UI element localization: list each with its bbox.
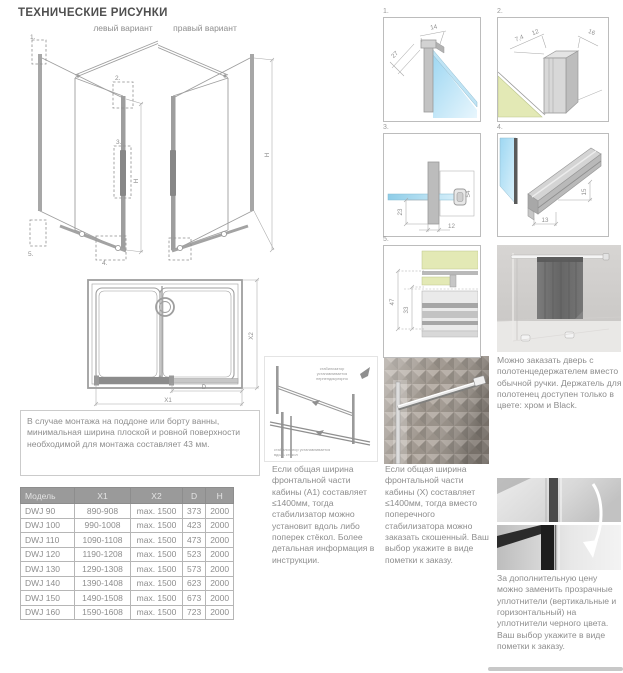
models-table [20,487,234,620]
cell-d: 723 [183,605,206,620]
profile-front [544,58,566,113]
table-row [21,576,234,591]
roller [115,245,120,250]
glass-lower [422,277,452,285]
cell-x1: 1390-1408 [75,576,131,591]
cell-h: 2000 [206,591,234,606]
cell-h: 2000 [206,504,234,519]
glass-edge [352,394,355,444]
col-header-x2: X2 [131,488,183,504]
detail-2-dim-12: 12 [530,28,540,38]
detail-2-box [497,17,609,122]
cell-h: 2000 [206,576,234,591]
cell-d: 673 [183,591,206,606]
detail-4-box [497,133,609,237]
detail-3-dim-12: 12 [448,223,455,230]
cell-model: DWJ 90 [21,504,75,519]
page-title: ТЕХНИЧЕСКИЕ РИСУНКИ [18,7,168,19]
stab-label-top-3: перпендикулярно [316,376,348,381]
detail-3-number: 3. [383,124,389,131]
table-row [21,504,234,519]
left-variant-drawing [22,34,162,266]
cell-x2: max. 1500 [131,576,183,591]
cell-d: 473 [183,533,206,548]
dim-x1: X1 [164,397,172,404]
enclosure-outline [88,280,242,388]
detail-2-drawing [498,18,606,119]
detail-5-number: 5. [383,236,389,243]
stabilizer-options-diagram [264,356,378,462]
cell-h: 2000 [206,533,234,548]
mounting-note-text: В случае монтажа на поддоне или борту ванны, минимальная ширина плоской и ровной поверхности необходимой для монтажа составляет 43 мм. [27,416,241,449]
glass-panel [500,138,516,204]
table-row [21,605,234,620]
profile-cap [421,40,436,48]
glass-edge [276,366,279,414]
seals-photo [497,478,621,570]
wall-profile [38,54,42,211]
detail-1-drawing [384,18,478,119]
cell-d: 573 [183,562,206,577]
glass-edge-profile [396,382,400,464]
detail-3-dim-54: 54 [465,190,472,198]
cell-x2: max. 1500 [131,518,183,533]
cell-h: 2000 [206,547,234,562]
table-row [21,547,234,562]
cell-h: 2000 [206,605,234,620]
callout-label-1: 1. [30,34,36,41]
table-row [21,518,234,533]
fixed-glass-panel [96,288,160,380]
detail-3-dim-23: 23 [397,208,404,216]
paragraph-stabilizer-a1: Если общая ширина фронтальной части кабины (A1) составляет ≤1400мм, тогда стабилизатор можно установит вдоль либо поперек стёкол. Более детальная информация в инструкции. [272,464,375,565]
mounting-note-box [20,410,260,476]
cell-x1: 1090-1108 [75,533,131,548]
detail-4-dim-15: 15 [581,188,588,196]
seal-cap [450,275,456,287]
detail-5-drawing [384,246,478,355]
cell-d: 373 [183,504,206,519]
detail-1-dim-27: 27 [390,49,400,60]
cell-model: DWJ 100 [21,518,75,533]
callout-label-4: 4. [102,260,108,266]
rail-bracket [603,254,609,261]
detail-4-dim-13: 13 [541,217,549,224]
cell-x2: max. 1500 [131,504,183,519]
floor [497,321,621,352]
right-variant-label: правый вариант [173,23,237,33]
stab-label-bottom-1: стабилизатор устанавливается [274,447,331,452]
detail-5-box [383,245,481,358]
bottom-rail [172,226,248,251]
detail-2-number: 2. [497,8,503,15]
detail-4-number: 4. [497,124,503,131]
detail-1-number: 1. [383,8,389,15]
glass-panel [388,194,456,200]
table-row [21,533,234,548]
paragraph-black-seals: За дополнительную цену можно заменить прозрачные уплотнители (вертикальные и горизонтальный) на уплотнители черного цвета. Ваш выбор укажите в виде пометки к заказу. [497,573,617,652]
cell-model: DWJ 140 [21,576,75,591]
roller [177,245,182,250]
handle-profile [428,162,439,224]
cell-x1: 890-908 [75,504,131,519]
cell-model: DWJ 130 [21,562,75,577]
table-header-row [21,488,234,504]
detail-5-dim-47: 47 [389,298,396,306]
detail-5-dim-33: 33 [403,306,410,314]
cell-x2: max. 1500 [131,562,183,577]
detail-2-dim-16: 16 [587,28,597,38]
detail-2-dim-7-4: 7,4 [514,33,525,44]
callout-label-2: 2. [115,75,121,82]
handle-knob [156,298,174,316]
col-header-model: Модель [21,488,75,504]
detail-3-drawing [384,134,478,234]
cell-h: 2000 [206,518,234,533]
cell-x1: 1290-1308 [75,562,131,577]
left-variant-label: левый вариант [93,23,153,33]
cell-x1: 1490-1508 [75,591,131,606]
door-glass-panel [160,288,234,380]
cell-x1: 990-1008 [75,518,131,533]
cell-x2: max. 1500 [131,547,183,562]
cell-d: 523 [183,547,206,562]
wall-profile [250,54,254,211]
paragraph-towel-holder: Можно заказать дверь с полотенцедержателем вместо обычной ручки. Держатель для полотенец доступен только в цвете: хром и Black. [497,355,622,411]
callout-label-3: 3. [116,139,122,146]
callout-label-5: 5. [28,251,34,258]
cell-x2: max. 1500 [131,605,183,620]
dim-h-right: H [264,152,271,158]
cell-x2: max. 1500 [131,533,183,548]
detail-1-dim-14: 14 [429,23,438,32]
profile-strip [422,271,478,275]
wall-profile [424,46,433,112]
right-variant-drawing [158,34,286,266]
roller [221,231,226,236]
cell-x1: 1590-1608 [75,605,131,620]
detail-3-box [383,133,481,237]
plan-view-drawing [56,262,268,410]
cell-d: 423 [183,518,206,533]
profile-side [566,51,578,113]
dim-h-left: H [133,178,140,184]
glass-seal [514,138,518,204]
col-header-d: D [183,488,206,504]
paragraph-stabilizer-x: Если общая ширина фронтальной части кабины (X) составляет ≤1400мм, тогда вместо поперечного стабилизатора можно заказать скошенный. Ваш выбор укажите в виде пометки к заказу. [385,464,489,565]
stab-label-top-1: стабилизатор [319,366,345,371]
table-row [21,591,234,606]
callout-box-5 [30,220,46,246]
col-header-h: H [206,488,234,504]
glass-panel [422,251,478,269]
cell-h: 2000 [206,562,234,577]
towel-holder-photo [497,245,621,352]
dim-d: D [201,384,207,391]
detail-4-drawing [498,134,606,234]
black-seal-strip [541,525,554,570]
door-handle [170,150,176,196]
cell-model: DWJ 110 [21,533,75,548]
door-bottom-bar [96,377,172,384]
dim-x2: X2 [248,332,255,340]
cell-d: 623 [183,576,206,591]
seal-strip-dark [549,478,558,522]
stabilizer-photo [384,356,489,464]
roller [79,231,84,236]
cell-model: DWJ 160 [21,605,75,620]
stab-label-bottom-2: вдоль стёкол [274,452,298,457]
glass-panel [498,76,542,117]
cell-model: DWJ 120 [21,547,75,562]
stab-label-top-2: устанавливается [316,371,348,376]
col-header-x1: X1 [75,488,131,504]
table-row [21,562,234,577]
glass-panel [433,54,477,118]
cell-x1: 1190-1208 [75,547,131,562]
horizontal-scrollbar[interactable] [488,667,623,671]
cell-x2: max. 1500 [131,591,183,606]
detail-1-box [383,17,481,122]
cell-model: DWJ 150 [21,591,75,606]
glass-clamp [565,332,574,338]
door-handle [120,150,126,196]
